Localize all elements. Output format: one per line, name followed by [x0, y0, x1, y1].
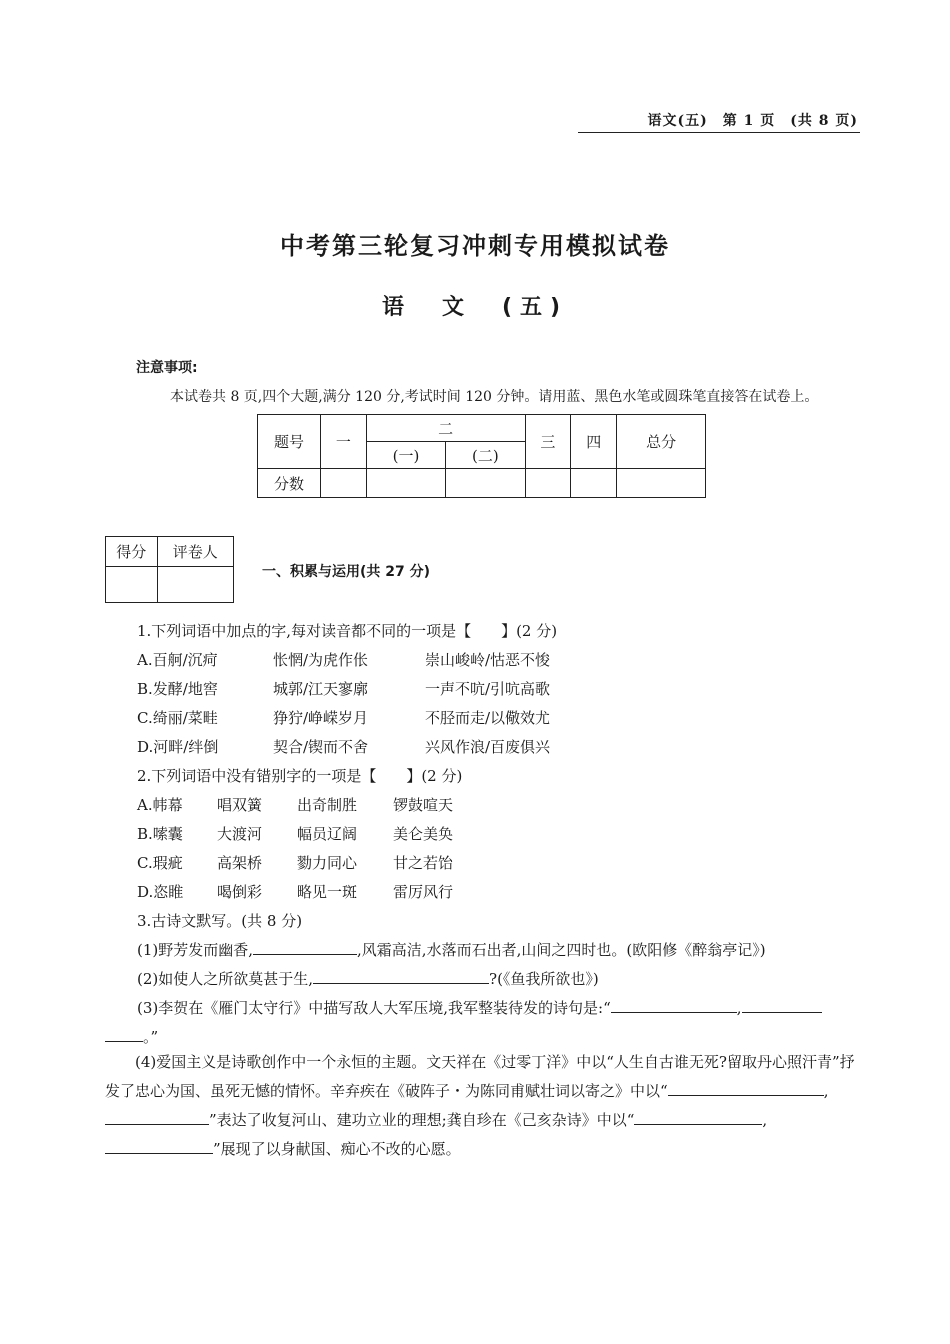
q2-option-a1: A.帏幕: [137, 796, 183, 814]
q2-option-d4: 雷厉风行: [393, 883, 454, 901]
q3-part4-a: (4)爱国主义是诗歌创作中一个永恒的主题。文天祥在《过零丁洋》中以“人生自古谁无死?留取丹心照汗青”抒发了忠心为国、虽死无憾的情怀。辛弃疾在《破阵子・为陈同甫赋壮词以寄之》中以“: [105, 1053, 855, 1100]
header-rule: [578, 132, 860, 133]
score-col-2-sub1: (一): [366, 442, 445, 469]
score-col-3: 三: [525, 415, 571, 469]
q2-option-d3: 略见一斑: [297, 883, 358, 901]
notes-text: 本试卷共 8 页,四个大题,满分 120 分,考试时间 120 分钟。请用蓝、黑色水笔或圆珠笔直接答在试卷上。: [170, 389, 819, 405]
q1-option-d3: 兴风作浪/百废俱兴: [425, 738, 551, 756]
q2-option-b1: B.嗦囊: [137, 825, 183, 843]
q3-part3-comma: ,: [736, 999, 742, 1017]
notes-heading: 注意事项:: [136, 360, 198, 376]
q2-option-b4: 美仑美奂: [393, 825, 454, 843]
q3-part4-b: ,: [823, 1082, 829, 1100]
score-cell[interactable]: [446, 469, 525, 498]
q1-option-a1: A.百舸/沉疴: [137, 651, 218, 669]
q3-part3-cont: [105, 1026, 158, 1047]
q3-part2-b: ?(《鱼我所欲也》): [489, 970, 599, 988]
score-cell[interactable]: [571, 469, 617, 498]
q1-option-b1: B.发酵/地窖: [137, 680, 218, 698]
q2-option-a4: 锣鼓喧天: [393, 796, 454, 814]
answer-blank[interactable]: [668, 1081, 778, 1096]
q2-option-a2: 唱双簧: [217, 796, 263, 814]
page-header: 语文(五) 第 1 页 (共 8 页): [647, 113, 858, 129]
q1-option-b2: 城郭/江天寥廓: [273, 680, 369, 698]
q3-part1-b: ,风霜高洁,水落而石出者,山间之四时也。(欧阳修《醉翁亭记》): [357, 941, 766, 959]
q3-part1-a: (1)野芳发而幽香,: [137, 941, 254, 959]
q2-option-b2: 大渡河: [217, 825, 263, 843]
score-col-total: 总分: [617, 415, 706, 469]
answer-blank[interactable]: [105, 1110, 209, 1125]
exam-title: 中考第三轮复习冲刺专用模拟试卷: [280, 232, 670, 260]
score-cell[interactable]: [617, 469, 706, 498]
q3-part4-c: ”表达了收复河山、建功立业的理想;龚自珍在《己亥杂诗》中以“: [209, 1111, 635, 1129]
score-cell[interactable]: [321, 469, 367, 498]
q1-option-d1: D.河畔/绊倒: [137, 738, 219, 756]
q1-stem: 1.下列词语中加点的字,每对读音都不同的一项是【 】(2 分): [137, 622, 558, 640]
q2-option-c3: 勠力同心: [297, 854, 358, 872]
answer-blank[interactable]: [253, 940, 357, 955]
q3-part3: [137, 997, 822, 1018]
grader-name-cell[interactable]: [157, 567, 233, 603]
q1-option-c2: 狰狞/峥嵘岁月: [273, 709, 369, 727]
q1-option-a2: 怅惘/为虎作伥: [273, 651, 369, 669]
grader-score-label: 得分: [106, 537, 158, 567]
q3-part3-end: 。”: [143, 1028, 159, 1046]
q2-option-a3: 出奇制胜: [297, 796, 358, 814]
answer-blank[interactable]: [313, 969, 489, 984]
score-table-header-label: 题号: [258, 415, 321, 469]
exam-subtitle: 语 文 (五): [381, 295, 569, 320]
q3-part3-a: (3)李贺在《雁门太守行》中描写敌人大军压境,我军整装待发的诗句是:“: [137, 999, 611, 1017]
q3-part1: [137, 939, 766, 960]
grader-name-label: 评卷人: [157, 537, 233, 567]
answer-blank[interactable]: [778, 1081, 824, 1096]
q2-option-b3: 幅员辽阔: [297, 825, 358, 843]
q1-option-b3: 一声不吭/引吭高歌: [425, 680, 551, 698]
score-table: [257, 414, 706, 498]
answer-blank[interactable]: [742, 998, 822, 1013]
section-1-title: 一、积累与运用(共 27 分): [262, 564, 431, 580]
q2-option-c2: 高架桥: [217, 854, 263, 872]
score-row-label: 分数: [258, 469, 321, 498]
q3-part2: [137, 968, 599, 989]
q1-option-a3: 崇山峻岭/怙恶不悛: [425, 651, 551, 669]
grader-score-cell[interactable]: [106, 567, 158, 603]
q2-stem: 2.下列词语中没有错别字的一项是【 】(2 分): [137, 767, 463, 785]
q1-option-c1: C.绮丽/菜畦: [137, 709, 218, 727]
q3-stem: 3.古诗文默写。(共 8 分): [137, 912, 303, 930]
q1-option-c3: 不胫而走/以儆效尤: [425, 709, 551, 727]
q2-option-d1: D.恣睢: [137, 883, 184, 901]
q3-part4-e: ”展现了以身献国、痴心不改的心愿。: [213, 1140, 461, 1158]
score-col-2-sub2: (二): [446, 442, 525, 469]
answer-blank[interactable]: [105, 1027, 143, 1042]
q2-option-c1: C.瑕疵: [137, 854, 183, 872]
answer-blank[interactable]: [634, 1110, 762, 1125]
q3-part2-a: (2)如使人之所欲莫甚于生,: [137, 970, 314, 988]
score-cell[interactable]: [366, 469, 445, 498]
score-col-2: 二: [366, 415, 525, 442]
q3-part4: [105, 1048, 857, 1164]
q1-option-d2: 契合/锲而不舍: [273, 738, 369, 756]
q2-option-c4: 甘之若饴: [393, 854, 454, 872]
grader-box: [105, 536, 234, 603]
score-cell[interactable]: [525, 469, 571, 498]
score-col-4: 四: [571, 415, 617, 469]
q2-option-d2: 喝倒彩: [217, 883, 263, 901]
q3-part4-d: ,: [762, 1111, 768, 1129]
answer-blank[interactable]: [611, 998, 737, 1013]
answer-blank[interactable]: [105, 1139, 213, 1154]
score-col-1: 一: [321, 415, 367, 469]
